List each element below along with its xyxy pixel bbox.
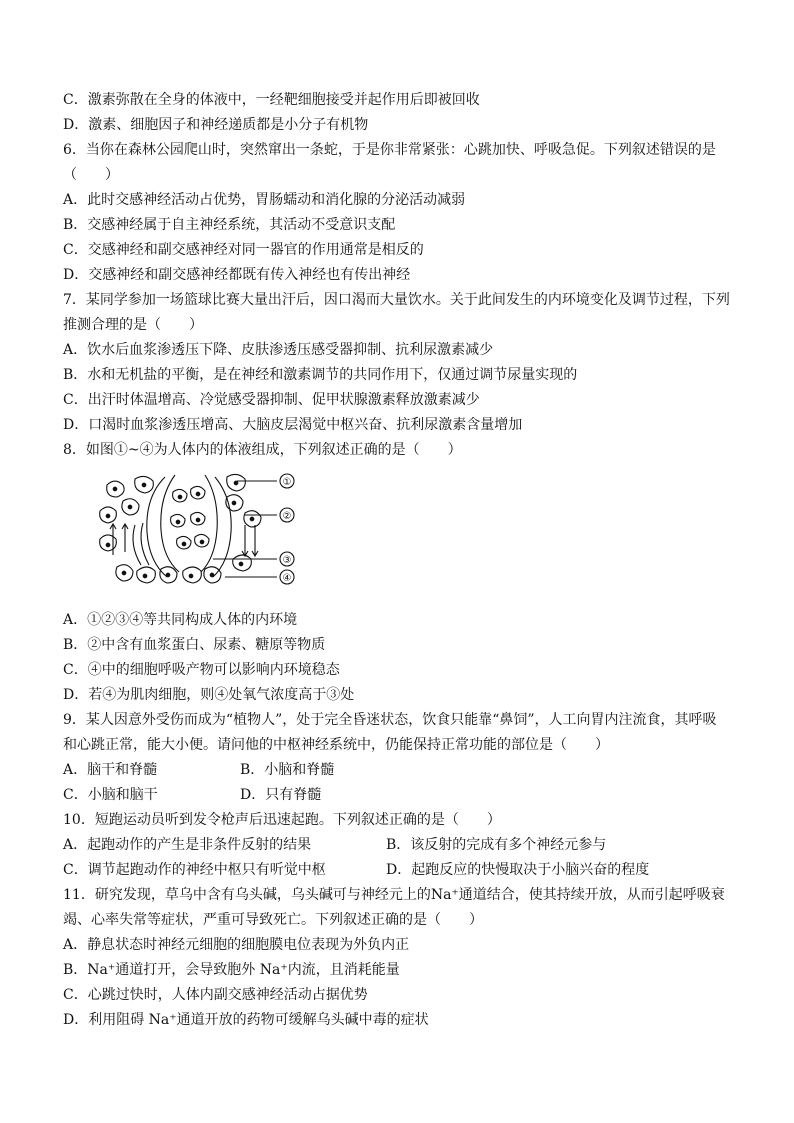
q11-option-c: C．心跳过快时，人体内副交感神经活动占据优势 [63, 987, 368, 1003]
q8-option-a: A．①②③④等共同构成人体的内环境 [63, 612, 298, 628]
q9-option-c: C．小脑和脑干 [63, 787, 158, 803]
body-fluid-diagram [95, 467, 305, 602]
q10-option-b: B．该反射的完成有多个神经元参与 [386, 837, 607, 853]
q6-option-d: D．交感神经和副交感神经都既有传入神经也有传出神经 [63, 267, 411, 283]
q7-stem-line2: 推测合理的是（ ） [63, 317, 203, 333]
q7-option-b: B．水和无机盐的平衡，是在神经和激素调节的共同作用下，仅通过调节尿量实现的 [63, 367, 578, 383]
q10-stem: 10．短跑运动员听到发令枪声后迅速起跑。下列叙述正确的是（ ） [63, 812, 501, 828]
q10-option-c: C．调节起跑动作的神经中枢只有听觉中枢 [63, 862, 326, 878]
label-4: ④ [282, 573, 292, 584]
q8-option-d: D．若④为肌肉细胞，则④处氧气浓度高于③处 [63, 687, 355, 703]
q10-option-d: D．起跑反应的快慢取决于小脑兴奋的程度 [386, 862, 650, 878]
q7-option-d: D．口渴时血浆渗透压增高、大脑皮层渴觉中枢兴奋、抗利尿激素含量增加 [63, 417, 523, 433]
blood-cells [171, 486, 209, 549]
label-1: ① [282, 477, 292, 488]
label-2: ② [282, 511, 292, 522]
label-3: ③ [282, 555, 292, 566]
q5-option-d: D．激素、细胞因子和神经递质都是小分子有机物 [63, 117, 369, 133]
q9-option-b: B．小脑和脊髓 [240, 762, 335, 778]
tissue-cells [100, 474, 261, 583]
q9-stem-line1: 9．某人因意外受伤而成为“植物人”，处于完全昏迷状态，饮食只能靠“鼻饲”，人工向胃内注流食，其呼吸 [63, 712, 717, 728]
q6-option-a: A．此时交感神经活动占优势，胃肠蠕动和消化腺的分泌活动减弱 [63, 192, 466, 208]
q6-stem-line1: 6．当你在森林公园爬山时，突然窜出一条蛇，于是你非常紧张：心跳加快、呼吸急促。下列叙述错误的是 [63, 142, 716, 158]
q9-stem-line2: 和心跳正常，能大小便。请问他的中枢神经系统中，仍能保持正常功能的部位是（ ） [63, 737, 609, 753]
q6-option-b: B．交感神经属于自主神经系统，其活动不受意识支配 [63, 217, 396, 233]
q7-option-a: A．饮水后血浆渗透压下降、皮肤渗透压感受器抑制、抗利尿激素减少 [63, 342, 494, 358]
q11-option-b: B．Na⁺通道打开，会导致胞外 Na⁺内流，且消耗能量 [63, 962, 400, 978]
q11-option-d: D．利用阻碍 Na⁺通道开放的药物可缓解乌头碱中毒的症状 [63, 1012, 429, 1028]
q8-stem: 8．如图①~④为人体内的体液组成，下列叙述正确的是（ ） [63, 442, 462, 458]
q6-option-c: C．交感神经和副交感神经对同一器官的作用通常是相反的 [63, 242, 424, 258]
q8-option-b: B．②中含有血浆蛋白、尿素、糖原等物质 [63, 637, 326, 653]
q11-stem-line2: 竭、心率失常等症状，严重可导致死亡。下列叙述正确的是（ ） [63, 912, 483, 928]
q10-option-a: A．起跑动作的产生是非条件反射的结果 [63, 837, 312, 853]
q7-option-c: C．出汗时体温增高、冷觉感受器抑制、促甲状腺激素释放激素减少 [63, 392, 480, 408]
capillary-wall [147, 477, 167, 577]
q9-option-d: D．只有脊髓 [240, 787, 322, 803]
q9-option-a: A．脑干和脊髓 [63, 762, 158, 778]
q11-option-a: A．静息状态时神经元细胞的细胞膜电位表现为外负内正 [63, 937, 410, 953]
q6-stem-line2: （ ） [63, 167, 119, 183]
q8-option-c: C．④中的细胞呼吸产物可以影响内环境稳态 [63, 662, 340, 678]
q5-option-c: C．激素弥散在全身的体液中，一经靶细胞接受并起作用后即被回收 [63, 92, 480, 108]
q7-stem-line1: 7．某同学参加一场篮球比赛大量出汗后，因口渴而大量饮水。关于此间发生的内环境变化及调节过程，下列 [63, 292, 730, 308]
q11-stem-line1: 11．研究发现，草乌中含有乌头碱，乌头碱可与神经元上的Na⁺通道结合，使其持续开放，从而引起呼吸衰 [63, 887, 725, 903]
